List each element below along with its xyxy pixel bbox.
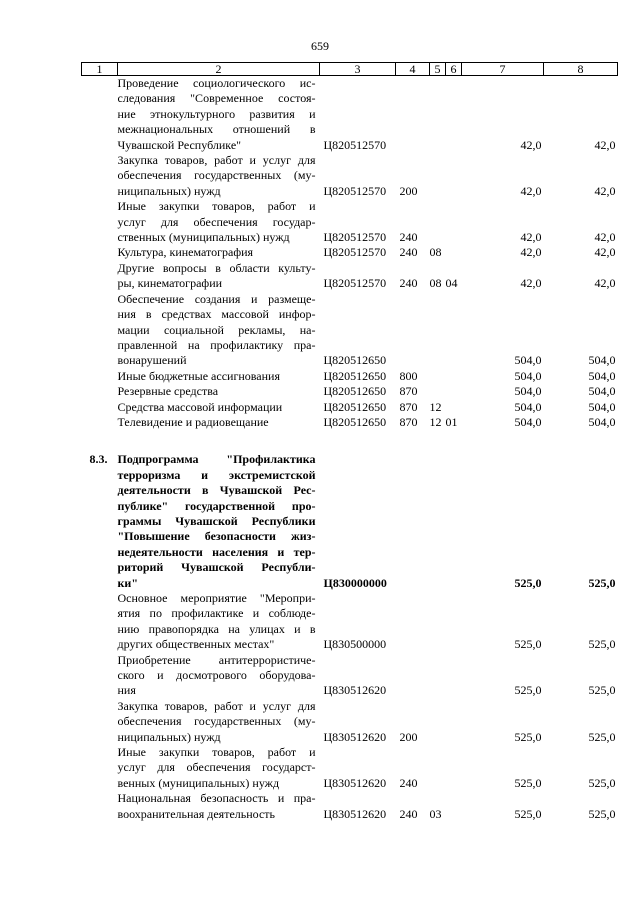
item-name-line: нию правопорядка на улицах и в: [117, 621, 316, 636]
section-code: [430, 384, 446, 399]
subprogram-index: 8.3.: [89, 452, 108, 467]
amount-col8: 504,0: [588, 368, 616, 383]
amount-col8: 504,0: [588, 399, 616, 414]
table-row: [82, 76, 618, 154]
expense-type-code: [396, 653, 430, 699]
section-code: [430, 452, 446, 591]
item-name-line: правленной на профилактику пра-: [117, 337, 316, 352]
item-name-line: Телевидение и радиовещание: [117, 414, 269, 429]
row-index: [82, 653, 118, 699]
amount-col7: 504,0: [514, 353, 542, 368]
item-name-line: риторий Чувашской Республи-: [117, 560, 316, 575]
amount-col8: 42,0: [594, 245, 616, 260]
target-article-code: Ц830000000: [323, 575, 387, 590]
item-name-line: Закупка товаров, работ и услуг для: [117, 153, 316, 168]
amount-col8: 42,0: [594, 276, 616, 291]
item-name-line: ры, кинематографии: [117, 276, 223, 291]
section-code: [430, 699, 446, 745]
column-header: 7: [462, 63, 544, 76]
target-article-code: Ц820512570: [323, 245, 387, 260]
item-name-line: деятельности в Чувашской Рес-: [117, 483, 316, 498]
spacer-cell: [446, 430, 462, 452]
row-index: [82, 245, 118, 260]
subsection-code: [446, 153, 462, 199]
item-name-line: Чувашской Республике": [117, 137, 242, 152]
spacer-cell: [544, 430, 618, 452]
amount-col8: 525,0: [588, 683, 616, 698]
item-name-line: Национальная безопасность и пра-: [117, 791, 316, 806]
table-row: [82, 369, 618, 384]
table-row: [82, 699, 618, 745]
amount-col8: 504,0: [588, 414, 616, 429]
spacer-cell: [430, 430, 446, 452]
item-name-line: недеятельности населения и тер-: [117, 544, 316, 559]
spacer-cell: [396, 430, 430, 452]
section-code: 12: [429, 399, 442, 414]
budget-table: [81, 62, 618, 822]
table-row: [82, 245, 618, 260]
subsection-code: [446, 384, 462, 399]
subsection-code: 01: [445, 414, 458, 429]
item-name: [118, 591, 320, 653]
target-article-code: Ц820512570: [323, 137, 387, 152]
item-name: [118, 292, 320, 369]
item-name-line: ского и досмотрового оборудова-: [117, 668, 316, 683]
spacer-cell: [462, 430, 544, 452]
item-name-line: ния в средствах массовой инфор-: [117, 307, 316, 322]
section-code: [430, 292, 446, 369]
item-name: [118, 653, 320, 699]
table-row: [82, 791, 618, 822]
subsection-code: [446, 452, 462, 591]
column-header: 6: [446, 63, 462, 76]
item-name-line: ние этнокультурного развития и: [117, 106, 316, 121]
subsection-code: 04: [445, 276, 458, 291]
amount-col7: 525,0: [514, 683, 542, 698]
item-name-line: Иные закупки товаров, работ и: [117, 745, 316, 760]
expense-type-code: 240: [399, 806, 418, 821]
amount-col7: 42,0: [520, 137, 542, 152]
item-name-line: ятия по профилактике и соблюде-: [117, 606, 316, 621]
amount-col7: 504,0: [514, 414, 542, 429]
row-index: [82, 153, 118, 199]
section-code: [430, 199, 446, 245]
target-article-code: Ц820512650: [323, 399, 387, 414]
column-header: 3: [320, 63, 396, 76]
item-name-line: венных (муниципальных) нужд: [117, 775, 280, 790]
item-name: [118, 415, 320, 430]
section-code: [430, 76, 446, 154]
subsection-code: [446, 653, 462, 699]
item-name-line: услуг для обеспечения государ-: [117, 214, 316, 229]
amount-col7: 42,0: [520, 183, 542, 198]
item-name-line: Резервные средства: [117, 384, 219, 399]
expense-type-code: 800: [399, 368, 418, 383]
table-row: [82, 292, 618, 369]
row-index: [82, 199, 118, 245]
item-name: [118, 153, 320, 199]
section-code: [430, 745, 446, 791]
section-code: 12: [429, 414, 442, 429]
expense-type-code: 870: [399, 399, 418, 414]
row-index: [82, 745, 118, 791]
section-code: 08: [429, 276, 442, 291]
row-index: [82, 591, 118, 653]
item-name-line: Приобретение антитеррористиче-: [117, 652, 316, 667]
column-header: 4: [396, 63, 430, 76]
item-name-line: Проведение социологического ис-: [117, 76, 316, 90]
subprogram-row: [82, 452, 618, 591]
amount-col8: 525,0: [588, 575, 616, 590]
subsection-code: [446, 591, 462, 653]
column-number-header: [82, 63, 618, 76]
expense-type-code: 870: [399, 414, 418, 429]
row-index: [82, 369, 118, 384]
target-article-code: Ц820512650: [323, 414, 387, 429]
section-code: 08: [429, 245, 442, 260]
item-name-line: воохранительная деятельность: [117, 806, 275, 821]
item-name-line: Иные закупки товаров, работ и: [117, 199, 316, 214]
expense-type-code: [396, 292, 430, 369]
subsection-code: [446, 369, 462, 384]
expense-type-code: 240: [399, 230, 418, 245]
table-row: [82, 591, 618, 653]
page-number: 659: [311, 39, 329, 53]
section-code: [430, 369, 446, 384]
target-article-code: Ц820512650: [323, 353, 387, 368]
item-name-line: услуг для обеспечения государст-: [117, 760, 316, 775]
item-name-line: Закупка товаров, работ и услуг для: [117, 698, 316, 713]
amount-col8: 525,0: [588, 806, 616, 821]
subsection-code: [446, 245, 462, 260]
amount-col7: 525,0: [514, 575, 542, 590]
amount-col8: 42,0: [594, 137, 616, 152]
spacer-cell: [82, 430, 118, 452]
amount-col7: 42,0: [520, 230, 542, 245]
amount-col7: 504,0: [514, 368, 542, 383]
amount-col7: 504,0: [514, 384, 542, 399]
item-name-line: межнациональных отношений в: [117, 122, 316, 137]
spacer-cell: [320, 430, 396, 452]
expense-type-code: 200: [399, 729, 418, 744]
subsection-code: [446, 76, 462, 154]
subsection-code: [446, 791, 462, 822]
spacer-cell: [118, 430, 320, 452]
column-header: 2: [118, 63, 320, 76]
target-article-code: Ц830500000: [323, 637, 387, 652]
item-name-line: граммы Чувашской Республики: [117, 513, 316, 528]
item-name: [118, 384, 320, 399]
column-header: 1: [82, 63, 118, 76]
amount-col8: 525,0: [588, 775, 616, 790]
row-index: [82, 76, 118, 154]
amount-col7: 42,0: [520, 245, 542, 260]
row-index: [82, 791, 118, 822]
expense-type-code: [396, 452, 430, 591]
item-name-line: других общественных местах": [117, 637, 275, 652]
item-name-line: следования "Современное состоя-: [117, 91, 316, 106]
item-name: [118, 791, 320, 822]
expense-type-code: 870: [399, 384, 418, 399]
table-row: [82, 745, 618, 791]
amount-col7: 525,0: [514, 806, 542, 821]
expense-type-code: 200: [399, 183, 418, 198]
item-name-line: Основное мероприятие "Меропри-: [117, 591, 316, 605]
target-article-code: Ц830512620: [323, 806, 387, 821]
row-index: [82, 292, 118, 369]
amount-col7: 525,0: [514, 729, 542, 744]
item-name-line: "Повышение безопасности жиз-: [117, 529, 316, 544]
table-row: [82, 415, 618, 430]
item-name-line: Иные бюджетные ассигнования: [117, 368, 280, 383]
item-name-line: обеспечения государственных (му-: [117, 168, 316, 183]
target-article-code: Ц820512570: [323, 230, 387, 245]
amount-col8: 504,0: [588, 384, 616, 399]
amount-col7: 525,0: [514, 775, 542, 790]
amount-col7: 525,0: [514, 637, 542, 652]
item-name: [118, 699, 320, 745]
expense-type-code: [396, 591, 430, 653]
table-row: [82, 261, 618, 292]
subsection-code: [446, 699, 462, 745]
item-name-line: Культура, кинематография: [117, 245, 254, 260]
section-code: [430, 653, 446, 699]
row-index: [82, 261, 118, 292]
subsection-code: [446, 400, 462, 415]
amount-col8: 42,0: [594, 230, 616, 245]
item-name: [118, 199, 320, 245]
subsection-code: [446, 292, 462, 369]
section-code: [430, 153, 446, 199]
section-code: [430, 591, 446, 653]
target-article-code: Ц830512620: [323, 683, 387, 698]
item-name-line: ственных (муниципальных) нужд: [117, 230, 290, 245]
table-row: [82, 199, 618, 245]
row-index: [82, 384, 118, 399]
item-name: [118, 245, 320, 260]
row-index: [82, 699, 118, 745]
item-name-line: Обеспечение создания и размеще-: [117, 291, 316, 306]
table-row: [82, 153, 618, 199]
table-row: [82, 384, 618, 399]
amount-col8: 525,0: [588, 637, 616, 652]
item-name-line: ниципальных) нужд: [117, 729, 221, 744]
expense-type-code: [396, 76, 430, 154]
item-name-line: Другие вопросы в области культу-: [117, 260, 316, 275]
item-name-line: вонарушений: [117, 353, 187, 368]
item-name-line: мации социальной рекламы, на-: [117, 322, 316, 337]
target-article-code: Ц820512570: [323, 276, 387, 291]
section-code: 03: [429, 806, 442, 821]
amount-col8: 504,0: [588, 353, 616, 368]
item-name: [118, 745, 320, 791]
item-name-line: Средства массовой информации: [117, 399, 283, 414]
target-article-code: Ц820512650: [323, 384, 387, 399]
amount-col7: 504,0: [514, 399, 542, 414]
column-header: 8: [544, 63, 618, 76]
column-header: 5: [430, 63, 446, 76]
item-name-line: ниципальных) нужд: [117, 183, 221, 198]
table-row: [82, 653, 618, 699]
expense-type-code: 240: [399, 775, 418, 790]
item-name-line: ки": [117, 575, 138, 590]
item-name: [118, 369, 320, 384]
item-name: [118, 452, 320, 591]
item-name-line: ния: [117, 683, 136, 698]
amount-col7: 42,0: [520, 276, 542, 291]
item-name: [118, 400, 320, 415]
item-name-line: обеспечения государственных (му-: [117, 714, 316, 729]
expense-type-code: 240: [399, 245, 418, 260]
table-body: [82, 76, 618, 823]
row-index: [82, 415, 118, 430]
expense-type-code: 240: [399, 276, 418, 291]
target-article-code: Ц830512620: [323, 775, 387, 790]
item-name-line: Подпрограмма "Профилактика: [117, 452, 316, 467]
amount-col8: 525,0: [588, 729, 616, 744]
spacer-row: [82, 430, 618, 452]
target-article-code: Ц820512570: [323, 183, 387, 198]
subsection-code: [446, 745, 462, 791]
item-name-line: терроризма и экстремистской: [117, 467, 316, 482]
target-article-code: Ц820512650: [323, 368, 387, 383]
subsection-code: [446, 199, 462, 245]
target-article-code: Ц830512620: [323, 729, 387, 744]
amount-col8: 42,0: [594, 183, 616, 198]
table-row: [82, 400, 618, 415]
item-name-line: публике" государственной про-: [117, 498, 316, 513]
item-name: [118, 76, 320, 154]
row-index: [82, 400, 118, 415]
item-name: [118, 261, 320, 292]
